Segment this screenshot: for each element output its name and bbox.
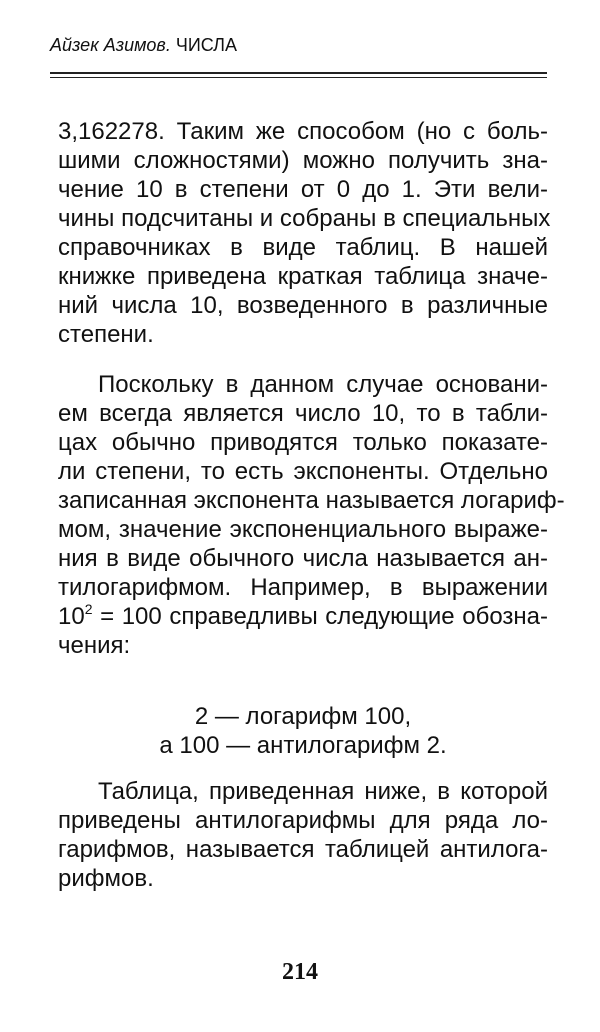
header-rule-thick (50, 72, 547, 74)
text-line: справочниках в виде таблиц. В нашей (58, 234, 548, 261)
text-line: книжке приведена краткая таблица значе- (58, 263, 548, 290)
text-line: чины подсчитаны и собраны в специальных (58, 205, 551, 232)
text-line: ния в виде обычного числа называется ан- (58, 545, 548, 572)
header-rule-thin (50, 77, 547, 78)
text-line: ем всегда является число 10, то в табли- (58, 400, 548, 427)
text-line: тилогарифмом. Например, в выражении (58, 574, 548, 601)
header-title: ЧИСЛА (175, 35, 237, 55)
text-line: чения: (58, 632, 131, 659)
formula-text-line (58, 602, 548, 631)
page-number: 214 (282, 959, 318, 985)
power-base: 10 (58, 603, 85, 630)
text-line: записанная экспонента называется логариф- (58, 487, 565, 514)
paragraph-3 (58, 777, 548, 893)
text-line: шими сложностями) можно получить зна- (58, 147, 548, 174)
paragraph-1 (58, 117, 551, 349)
formula-line-1: 2 — логарифм 100, (194, 703, 412, 730)
text-line: Таблица, приведенная ниже, в которой (98, 778, 548, 805)
text-line: степени. (58, 321, 154, 348)
formula-rest: = 100 справедливы следующие обозна- (92, 603, 548, 630)
text-line: приведены антилогарифмы для ряда ло- (58, 807, 548, 834)
text-line: чение 10 в степени от 0 до 1. Эти вели- (58, 176, 548, 203)
power-exponent: 2 (84, 601, 93, 617)
text-line: гарифмов, называется таблицей антилога- (58, 836, 548, 863)
formula-line-2: а 100 — антилогарифм 2. (159, 732, 447, 759)
text-line: Поскольку в данном случае основани- (98, 371, 548, 398)
text-line: 3,162278. Таким же способом (но с боль- (58, 118, 548, 145)
text-line: ний числа 10, возведенного в различные (58, 292, 548, 319)
text-line: цах обычно приводятся только показате- (58, 429, 548, 456)
text-line: рифмов. (58, 865, 154, 892)
text-line: мом, значение экспоненциального выраже- (58, 516, 548, 543)
paragraph-2 (58, 370, 565, 660)
text-line: ли степени, то есть экспоненты. Отдельно (58, 458, 548, 485)
header-author: Айзек Азимов. (50, 35, 171, 55)
running-header (50, 34, 237, 56)
formula-block (58, 702, 548, 760)
